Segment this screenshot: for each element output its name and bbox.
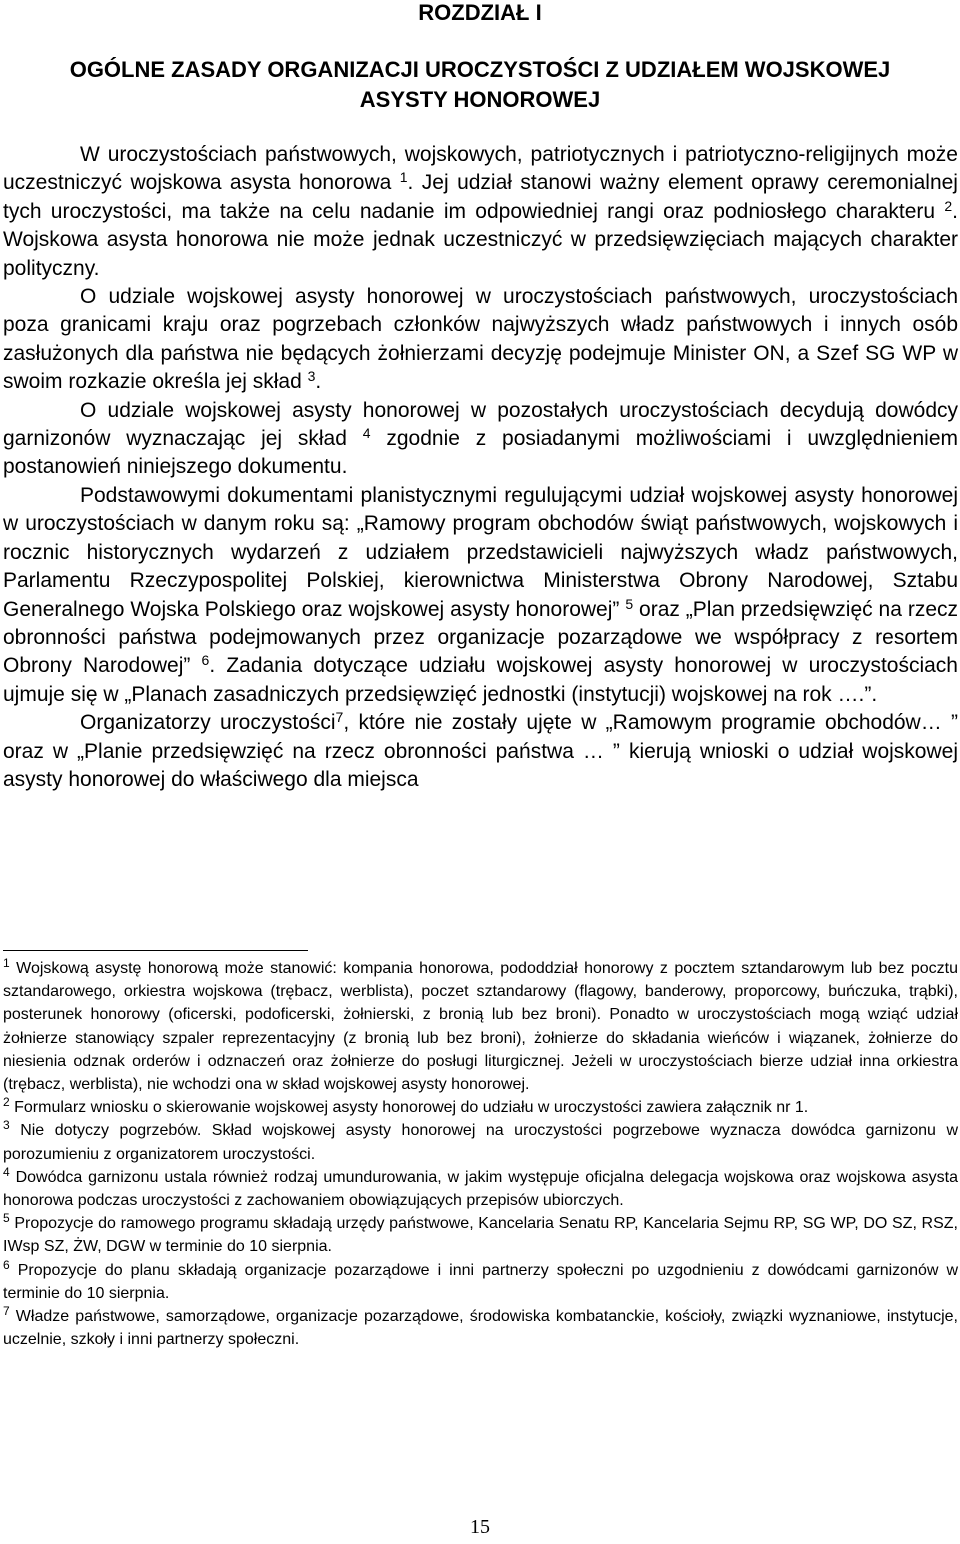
footnote-number: 5 — [3, 1211, 10, 1226]
footnote-reference: 2 — [944, 197, 953, 214]
section-title-line-2: ASYSTY HONOROWEJ — [359, 87, 601, 112]
footnote-number: 1 — [3, 956, 10, 970]
footnote: $^5$ Propozycje do ramowego programu składają urzędy państwowe, Kancelaria Senatu RP, Kancelaria Sejmu RP, SG WP, DO SZ, RSZ, IWsp SZ, ŻW, DGW w terminie do 10 sierpnia. — [3, 1211, 958, 1256]
page-number: 15 — [470, 1516, 490, 1538]
paragraph: Organizatorzy uroczystości$^7$, które nie zostały ujęte w „Ramowym programie obchodów… ” oraz w „Planie przedsięwzięć na rzecz obronności państwa … ” kierują wnioski o udział wojskowej asysty honorowej do właściwego dla miejsca — [3, 709, 958, 791]
footnote-reference: 6 — [201, 652, 210, 669]
section-title-line-1: OGÓLNE ZASADY ORGANIZACJI UROCZYSTOŚCI Z UDZIAŁEM WOJSKOWEJ — [69, 57, 891, 82]
footnote-number: 6 — [3, 1257, 10, 1272]
footnote: $^3$ Nie dotyczy pogrzebów. Skład wojskowej asysty honorowej na uroczystości pogrzebowe wyznacza dowódca garnizonu w porozumieniu z organizatorem uroczystości. — [3, 1118, 958, 1163]
footnotes — [3, 957, 958, 1351]
footnote: $^7$ Władze państwowe, samorządowe, organizacje pozarządowe, środowiska kombatanckie, kościoły, związki wyznaniowe, instytucje, uczelnie, szkoły i inni partnerzy społeczni. — [3, 1304, 958, 1349]
footnote-separator — [3, 950, 308, 951]
footnote-reference: 3 — [307, 368, 316, 385]
footnote: $^6$ Propozycje do planu składają organizacje pozarządowe i inni partnerzy społeczni po uzgodnieniu z dowódcami garnizonów w terminie do 10 sierpnia. — [3, 1257, 958, 1302]
footnote-number: 7 — [3, 1304, 10, 1319]
footnote-number: 4 — [3, 1164, 10, 1179]
footnote-reference: 1 — [399, 169, 408, 186]
footnote-reference: 7 — [335, 709, 344, 726]
footnote-reference: 4 — [362, 425, 371, 442]
footnote-number: 3 — [3, 1118, 10, 1133]
body-text — [3, 141, 958, 794]
paragraph: Podstawowymi dokumentami planistycznymi regulującymi udział wojskowej asysty honorowej w uroczystościach w danym roku są: „Ramowy program obchodów świąt państwowych, wojskowych i rocznic historycznych wydarzeń z udziałem przedstawicieli najwyższych władz państwowych, Parlamentu Rzeczypospolitej Polskiej, kierownictwa Ministerstwa Obrony Narodowej, Sztabu Generalnego Wojska Polskiego oraz wojskowej asysty honorowej” $^5$ oraz „Plan przedsięwzięć na rzecz obronności państwa podejmowanych przez organizacje pozarządowe we współpracy z resortem Obrony Narodowej” $^6$. Zadania dotyczące udziału wojskowej asysty honorowej w uroczystościach ujmuje się w „Planach zasadniczych przedsięwzięć jednostki (instytucji) wojskowej na rok ….”. — [3, 483, 958, 706]
paragraph: O udziale wojskowej asysty honorowej w pozostałych uroczystościach decydują dowódcy garnizonów wyznaczając jej skład $^4$ zgodnie z posiadanymi możliwościami i uwzględnieniem postanowień niniejszego dokumentu. — [3, 398, 958, 479]
paragraph: W uroczystościach państwowych, wojskowych, patriotycznych i patriotyczno-religijnych może uczestniczyć wojskowa asysta honorowa $^1$. Jej udział stanowi ważny element oprawy ceremonialnej tych uroczystości, ma także na celu nadanie im odpowiedniej rangi oraz podniosłego charakteru $^2$. Wojskowa asysta honorowa nie może jednak uczestniczyć w przedsięwzięciach mających charakter polityczny. — [3, 143, 958, 280]
paragraph: O udziale wojskowej asysty honorowej w uroczystościach państwowych, uroczystościach poza granicami kraju oraz pogrzebach członków najwyższych władz państwowych i innych osób zasłużonych dla państwa nie będących żołnierzami decyzję podejmuje Minister ON, a Szef SG WP w swoim rozkazie określa jej skład $^3$. — [3, 285, 958, 394]
footnote-number: 2 — [3, 1095, 10, 1110]
section-title — [0, 55, 960, 115]
footnote: $^1$ Wojskową asystę honorową może stanowić: kompania honorowa, pododdział honorowy z pocztem sztandarowym lub bez pocztu sztandarowego, orkiestra wojskowa (trębacz, werblista), poczet sztandarowy (flagowy, banderowy, proporcowy, buńczuka, trąbki), posterunek honorowy (oficerski, podoficerski, żołnierski, z bronią lub bez broni). Ponadto w uroczystościach mogą wziąć udział żołnierze stanowiący szpaler reprezentacyjny (z bronią lub bez broni), żołnierze do składania wieńców i wiązanek, żołnierze do niesienia odznak orderów i odznaczeń oraz żołnierze do posługi liturgicznej. Jeżeli w uroczystościach bierze udział inna orkiestra (trębacz, werblista), nie wchodzi ona w skład wojskowej asysty honorowej. — [3, 956, 958, 1094]
footnote: $^2$ Formularz wniosku o skierowanie wojskowej asysty honorowej do udziału w uroczystości zawiera załącznik nr 1. — [3, 1095, 809, 1117]
footnote-reference: 5 — [625, 595, 634, 612]
footnote: $^4$ Dowódca garnizonu ustala również rodzaj umundurowania, w jakim występuje oficjalna delegacja wojskowa oraz wojskowa asysta honorowa podczas uroczystości z zachowaniem obowiązujących przepisów ubiorczych. — [3, 1164, 958, 1210]
chapter-heading: ROZDZIAŁ I — [418, 0, 542, 25]
